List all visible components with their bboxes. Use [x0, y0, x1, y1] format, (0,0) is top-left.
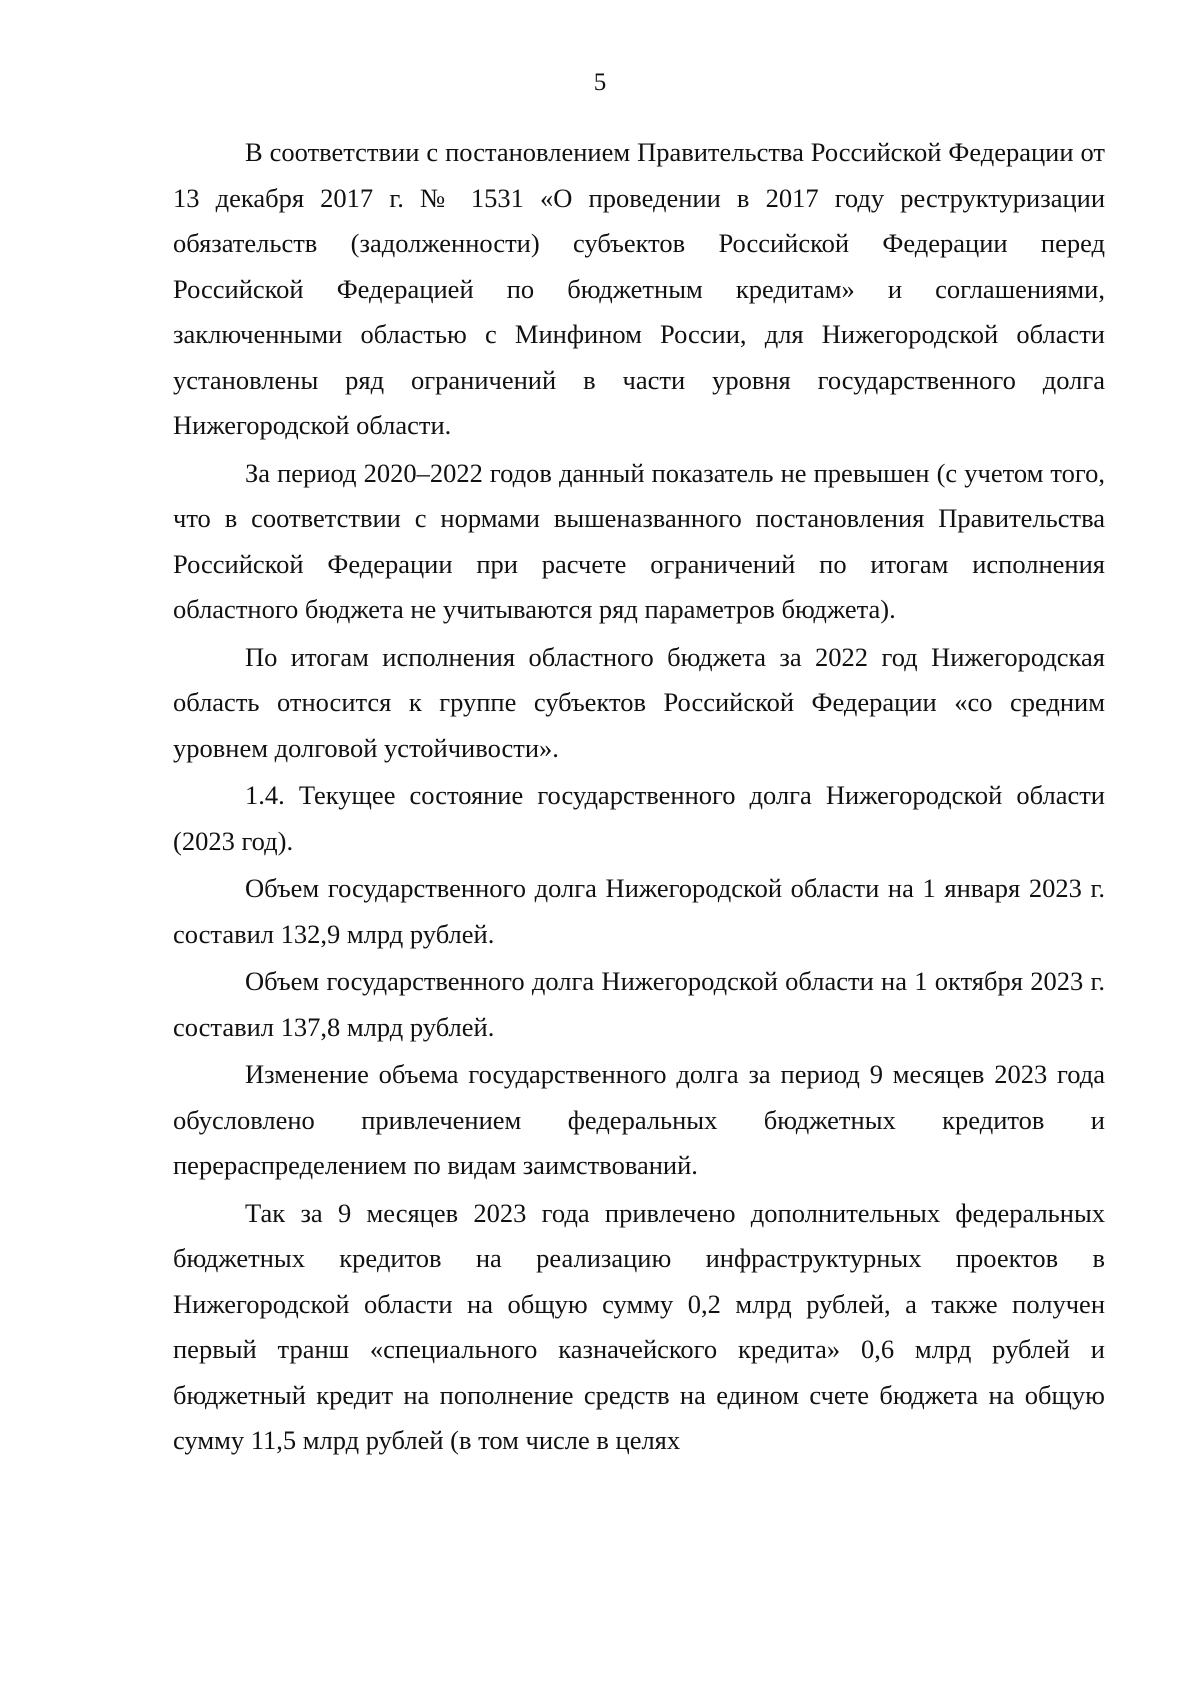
- document-body: [173, 130, 1105, 1466]
- paragraph-debt-sustainability-group: По итогам исполнения областного бюджета за 2022 год Нижегородская область относится к группе субъектов Российской Федерации «со средним уровнем долговой устойчивости».: [173, 641, 1105, 763]
- paragraph-indicator-not-exceeded: За период 2020–2022 годов данный показатель не превышен (с учетом того, что в соответствии с нормами вышеназванного постановления Правительства Российской Федерации при расчете ограничений по итогам исполнения областного бюджета не учитываются ряд параметров бюджета).: [173, 457, 1105, 624]
- section-heading-current-debt-state: 1.4. Текущее состояние государственного долга Нижегородской области (2023 год).: [173, 780, 1105, 856]
- paragraph-attracted-credits: Так за 9 месяцев 2023 года привлечено дополнительных федеральных бюджетных кредитов на реализацию инфраструктурных проектов в Нижегородской области на общую сумму 0,2 млрд рублей, а также получен первый транш «специального казначейского кредита» 0,6 млрд рублей и бюджетный кредит на пополнение средств на едином счете бюджета на общую сумму 11,5 млрд рублей (в том числе в целях: [173, 1197, 1105, 1455]
- paragraph-debt-change-reason: Изменение объема государственного долга за период 9 месяцев 2023 года обусловлено привлечением федеральных бюджетных кредитов и перераспределением по видам заимствований.: [173, 1059, 1105, 1180]
- paragraph-debt-restructuring-restrictions: В соответствии с постановлением Правительства Российской Федерации от 13 декабря 2017 г. № 1531 «О проведении в 2017 году реструктуризации обязательств (задолженности) субъектов Российской Федерации перед Российской Федерацией по бюджетным кредитам» и соглашениями, заключенными областью с Минфином России, для Нижегородской области установлены ряд ограничений в части уровня государственного долга Нижегородской области.: [173, 137, 1105, 440]
- paragraph-debt-october: Объем государственного долга Нижегородской области на 1 октября 2023 г. составил 137,8 млрд рублей.: [173, 966, 1105, 1042]
- page-number: 5: [593, 69, 607, 96]
- paragraph-debt-january: Объем государственного долга Нижегородской области на 1 января 2023 г. составил 132,9 млрд рублей.: [173, 873, 1105, 949]
